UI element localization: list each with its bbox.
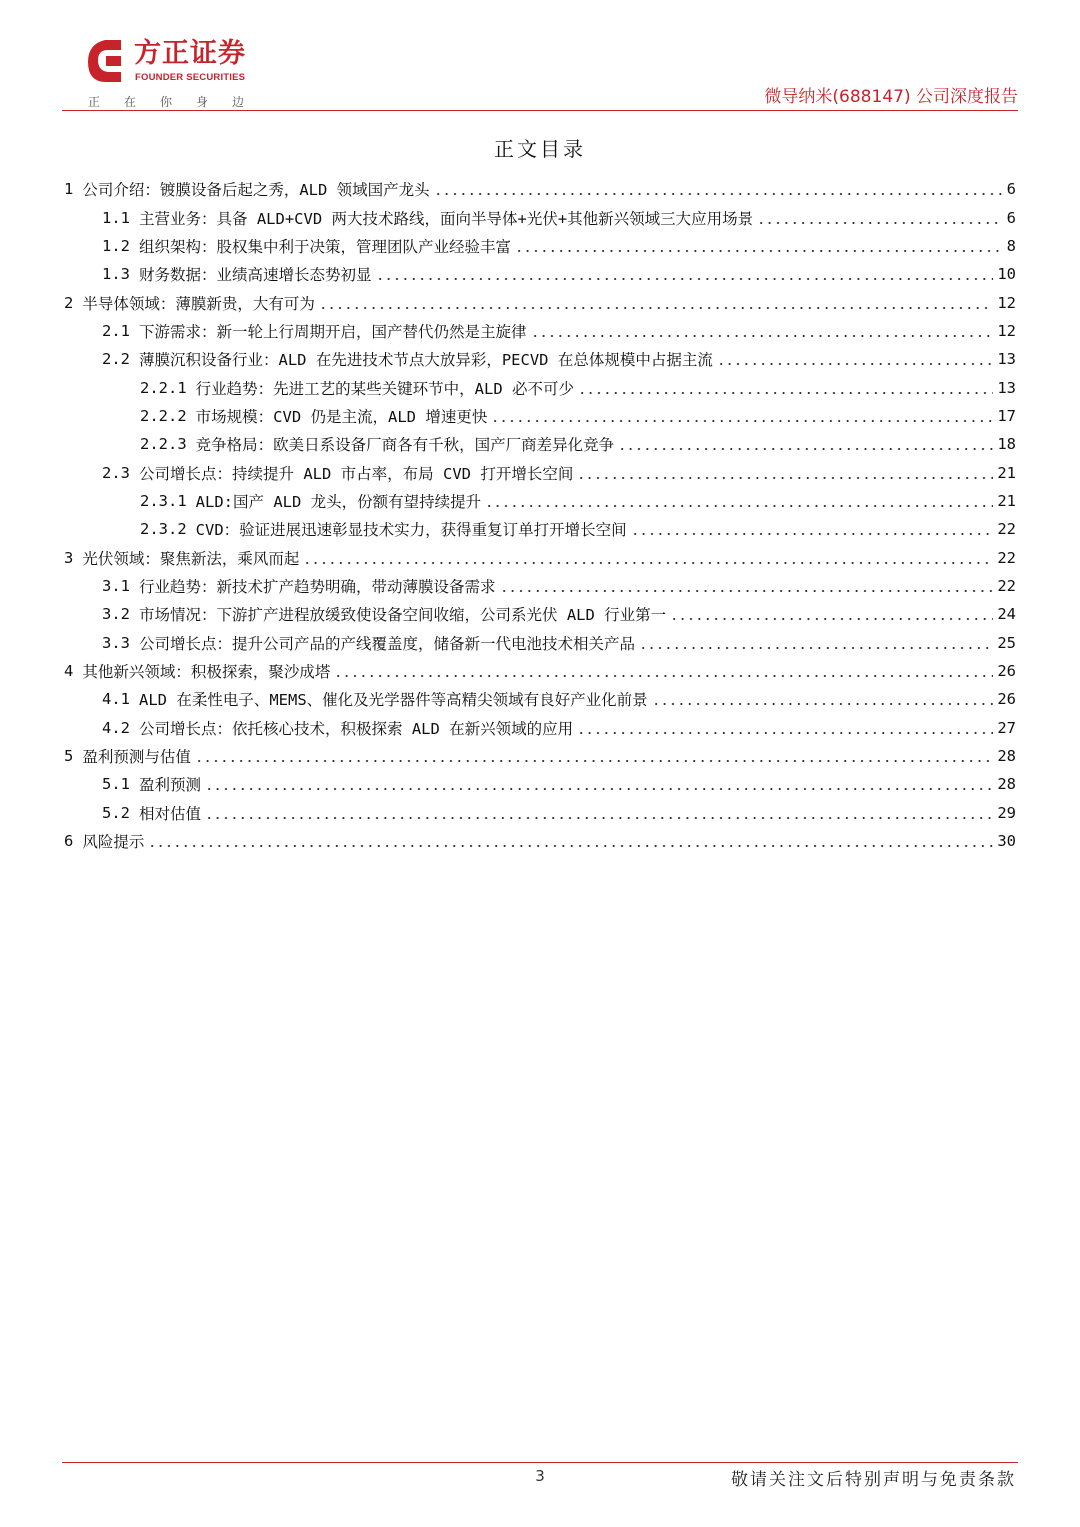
logo-title: 方正证券 <box>134 38 246 69</box>
toc-entry-title: 盈利预测 <box>139 776 202 795</box>
toc-entry-page: 22 <box>997 520 1016 539</box>
toc-entry-number: 2.3.1 <box>140 491 187 510</box>
toc-entry-page: 13 <box>997 378 1016 397</box>
toc-entry-page: 12 <box>997 321 1016 340</box>
toc-dot-leader <box>631 531 994 537</box>
toc-entry[interactable] <box>64 799 1016 827</box>
toc-dot-leader <box>531 333 994 339</box>
toc-dot-leader <box>148 843 993 849</box>
toc-dot-leader <box>319 305 993 311</box>
toc-entry-number: 1.3 <box>102 265 130 284</box>
toc-entry[interactable] <box>64 232 1016 260</box>
toc-entry-title: 公司增长点：依托核心技术，积极探索 ALD 在新兴领域的应用 <box>139 719 574 738</box>
toc-entry[interactable] <box>64 458 1016 486</box>
toc-entry-title: 组织架构：股权集中利于决策，管理团队产业经验丰富 <box>139 237 512 256</box>
toc-entry-number: 1.2 <box>102 236 130 255</box>
toc-dot-leader <box>578 390 993 396</box>
toc-entry[interactable] <box>64 629 1016 657</box>
toc-entry[interactable] <box>64 685 1016 713</box>
toc-entry-number: 4 <box>64 662 74 681</box>
toc-dot-leader <box>500 588 994 594</box>
toc-entry[interactable] <box>64 373 1016 401</box>
toc-entry-title: 行业趋势：新技术扩产趋势明确，带动薄膜设备需求 <box>139 577 496 596</box>
toc-entry-page: 21 <box>997 491 1016 510</box>
toc-dot-leader <box>205 815 993 821</box>
toc-entry-page: 24 <box>997 605 1016 624</box>
toc-dot-leader <box>577 730 993 736</box>
toc-entry-page: 22 <box>997 576 1016 595</box>
toc-entry-number: 5.1 <box>102 775 130 794</box>
toc-entry-title: 薄膜沉积设备行业：ALD 在先进技术节点大放异彩，PECVD 在总体规模中占据主流 <box>139 351 713 370</box>
toc-entry-title: CVD：验证进展迅速彰显技术实力，获得重复订单打开增长空间 <box>195 521 627 540</box>
toc-entry-page: 8 <box>1006 236 1016 255</box>
report-title: 微导纳米(688147) 公司深度报告 <box>764 87 1018 107</box>
toc-entry-number: 3 <box>64 548 74 567</box>
toc-dot-leader <box>757 220 1003 226</box>
toc-dot-leader <box>670 616 993 622</box>
disclaimer-text: 敬请关注文后特别声明与免责条款 <box>731 1470 1016 1490</box>
page-header <box>62 30 1018 111</box>
toc-entry-number: 1.1 <box>102 208 130 227</box>
logo-subtitle: FOUNDER SECURITIES <box>135 72 246 83</box>
toc-entry-page: 10 <box>997 265 1016 284</box>
toc-entry-title: 其他新兴领域：积极探索，聚沙成塔 <box>82 663 331 682</box>
toc-title: 正文目录 <box>494 137 586 161</box>
toc-entry[interactable] <box>64 714 1016 742</box>
toc-dot-leader <box>485 503 993 509</box>
toc-entry-page: 27 <box>997 718 1016 737</box>
toc-entry-number: 2.2.1 <box>140 378 187 397</box>
toc-entry-title: 公司增长点：持续提升 ALD 市占率，布局 CVD 打开增长空间 <box>139 464 574 483</box>
toc-entry-title: 市场情况：下游扩产进程放缓致使设备空间收缩，公司系光伏 ALD 行业第一 <box>139 606 667 625</box>
toc-entry-page: 22 <box>997 548 1016 567</box>
toc-entry-page: 26 <box>997 690 1016 709</box>
toc-entry-title: 市场规模：CVD 仍是主流，ALD 增速更快 <box>195 407 488 426</box>
toc-entry-title: 相对估值 <box>139 804 202 823</box>
toc-entry-title: 主营业务：具备 ALD+CVD 两大技术路线，面向半导体+光伏+其他新兴领域三大应用场景 <box>139 209 754 228</box>
toc-entry-title: 下游需求：新一轮上行周期开启，国产替代仍然是主旋律 <box>139 322 527 341</box>
toc-entry[interactable] <box>64 487 1016 515</box>
toc-entry-title: 光伏领域：聚焦新法，乘风而起 <box>82 549 300 568</box>
toc-entry-title: ALD 在柔性电子、MEMS、催化及光学器件等高精尖领域有良好产业化前景 <box>139 691 648 710</box>
toc-entry[interactable] <box>64 402 1016 430</box>
toc-entry-page: 28 <box>997 747 1016 766</box>
toc-entry-number: 5 <box>64 747 74 766</box>
toc-entry-page: 13 <box>997 350 1016 369</box>
toc-entry-number: 2.3 <box>102 463 130 482</box>
toc-dot-leader <box>491 418 993 424</box>
toc-entry-page: 12 <box>997 293 1016 312</box>
toc-entry[interactable] <box>64 600 1016 628</box>
toc-entry-page: 21 <box>997 463 1016 482</box>
toc-dot-leader <box>205 786 993 792</box>
toc-entry-title: 风险提示 <box>82 833 145 852</box>
toc-entry-number: 5.2 <box>102 803 130 822</box>
toc-entry[interactable] <box>64 543 1016 571</box>
toc-entry-number: 2.3.2 <box>140 520 187 539</box>
toc-entry[interactable] <box>64 770 1016 798</box>
toc-dot-leader <box>434 191 1003 197</box>
toc-entry-page: 18 <box>997 435 1016 454</box>
toc-dot-leader <box>376 276 994 282</box>
toc-entry-title: 盈利预测与估值 <box>82 748 191 767</box>
toc-entry[interactable] <box>64 203 1016 231</box>
toc-entry-page: 30 <box>997 832 1016 851</box>
toc-entry-title: ALD:国产 ALD 龙头，份额有望持续提升 <box>195 492 482 511</box>
toc-entry-number: 2.2.3 <box>140 435 187 454</box>
toc-entry-number: 1 <box>64 180 74 199</box>
toc-dot-leader <box>515 248 1003 254</box>
toc-dot-leader <box>652 701 994 707</box>
page-number: 3 <box>535 1467 545 1485</box>
toc-entry[interactable] <box>64 260 1016 288</box>
toc-entry[interactable] <box>64 175 1016 203</box>
toc-entry-number: 4.2 <box>102 718 130 737</box>
toc-entry-title: 竞争格局：欧美日系设备厂商各有千秋，国产厂商差异化竞争 <box>195 436 615 455</box>
toc-entry-number: 4.1 <box>102 690 130 709</box>
toc-entry-number: 2 <box>64 293 74 312</box>
toc-dot-leader <box>303 560 993 566</box>
toc-entry[interactable] <box>64 572 1016 600</box>
toc-entry-number: 2.2.2 <box>140 406 187 425</box>
toc-entry-number: 3.1 <box>102 576 130 595</box>
toc-entry-number: 3.3 <box>102 633 130 652</box>
toc-entry[interactable] <box>64 317 1016 345</box>
table-of-contents <box>64 175 1016 855</box>
toc-dot-leader <box>717 361 994 367</box>
toc-entry[interactable] <box>64 288 1016 316</box>
toc-dot-leader <box>618 446 993 452</box>
footer-divider <box>62 1462 1018 1463</box>
toc-entry-title: 公司介绍：镀膜设备后起之秀，ALD 领域国产龙头 <box>82 181 430 200</box>
toc-entry[interactable] <box>64 345 1016 373</box>
toc-dot-leader <box>577 475 993 481</box>
toc-entry-title: 财务数据：业绩高速增长态势初显 <box>139 266 372 285</box>
toc-entry-page: 28 <box>997 775 1016 794</box>
toc-entry-number: 2.1 <box>102 321 130 340</box>
toc-entry-title: 半导体领域：薄膜新贵，大有可为 <box>82 294 315 313</box>
toc-dot-leader <box>334 673 993 679</box>
toc-entry-title: 公司增长点：提升公司产品的产线覆盖度，储备新一代电池技术相关产品 <box>139 634 636 653</box>
slogan: 正在你身边 <box>88 95 269 109</box>
toc-entry[interactable] <box>64 430 1016 458</box>
toc-entry[interactable] <box>64 515 1016 543</box>
toc-entry-title: 行业趋势：先进工艺的某些关键环节中，ALD 必不可少 <box>195 379 575 398</box>
toc-entry-page: 6 <box>1006 180 1016 199</box>
toc-dot-leader <box>639 645 993 651</box>
founder-logo-icon <box>86 38 124 84</box>
toc-entry[interactable] <box>64 657 1016 685</box>
toc-entry-page: 26 <box>997 662 1016 681</box>
toc-entry-page: 25 <box>997 633 1016 652</box>
toc-entry[interactable] <box>64 742 1016 770</box>
toc-entry-page: 17 <box>997 406 1016 425</box>
toc-entry-number: 2.2 <box>102 350 130 369</box>
toc-entry[interactable] <box>64 827 1016 855</box>
toc-entry-number: 6 <box>64 832 74 851</box>
toc-entry-page: 29 <box>997 803 1016 822</box>
toc-entry-number: 3.2 <box>102 605 130 624</box>
toc-entry-page: 6 <box>1006 208 1016 227</box>
toc-dot-leader <box>195 758 993 764</box>
